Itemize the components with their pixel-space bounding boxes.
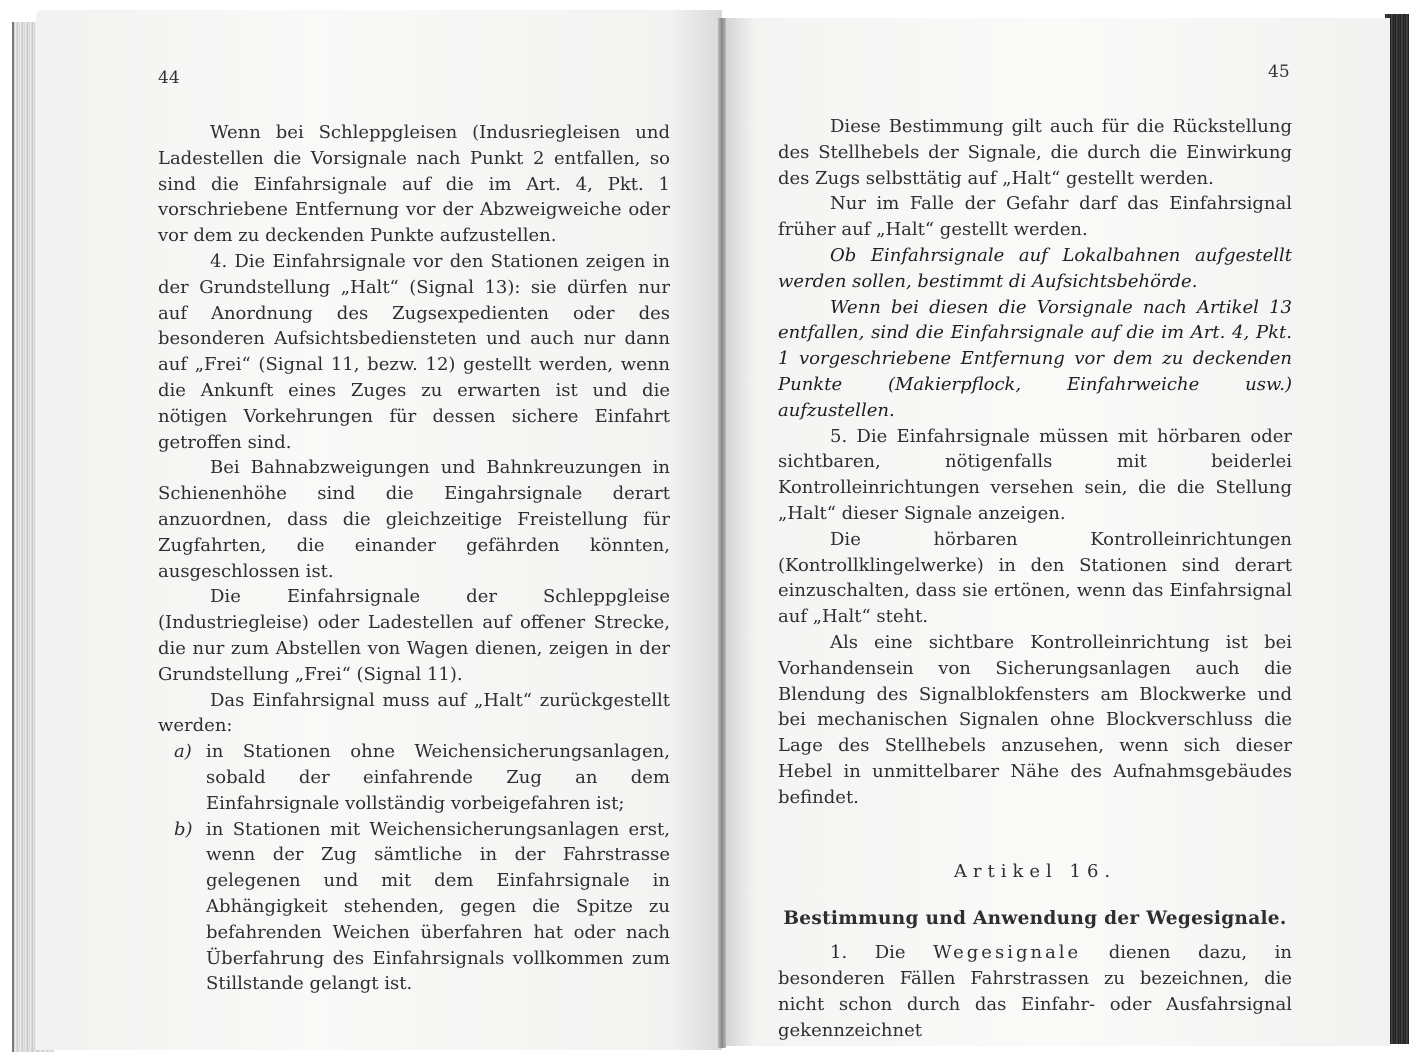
paragraph: 4. Die Einfahrsignale vor den Stationen zeigen in der Grundstellung „Halt“ (Signal 13): sie dürfen nur auf Anordnung des Zugsexpedienten oder des besonderen Aufsichtsbediensteten und auch nur dann auf „Frei“ (Signal 11, bezw. 12) gestellt werden, wenn die Ankunft eines Zuges zu erwarten ist und die nötigen Vorkehrungen für dessen sichere Einfahrt getroffen sind. xyxy=(158,250,670,453)
book-gutter xyxy=(718,18,726,1048)
paragraph: 5. Die Einfahrsignale müssen mit hörbaren oder sichtbaren, nötigenfalls mit beiderlei Kontrolleinrichtungen versehen sein, die die Stellung „Halt“ dieser Signale anzeigen. xyxy=(778,425,1292,524)
paragraph-start: 1. Die xyxy=(830,942,934,964)
left-page-number: 44 xyxy=(158,68,180,88)
list-item xyxy=(158,739,670,816)
paragraph: Diese Bestimmung gilt auch für die Rückstellung des Stellhebels der Signale, die durch die Einwirkung des Zugs selbsttätig auf „Halt“ gestellt werden. xyxy=(778,116,1292,189)
section-heading: Bestimmung und Anwendung der Wegesignale. xyxy=(783,908,1287,930)
list-item xyxy=(158,817,670,998)
list-marker: a) xyxy=(174,741,192,763)
right-page-number: 45 xyxy=(1268,62,1290,82)
paragraph: Das Einfahrsignal muss auf „Halt“ zurückgestellt werden: xyxy=(158,689,670,737)
italic-paragraph: Wenn bei diesen die Vorsignale nach Artikel 13 entfallen, sind die Einfahrsignale auf die im Art. 4, Pkt. 1 vorgeschriebene Entfernung vor dem zu deckenden Punkte (Makierpflock, Einfahrweiche usw.) aufzustellen. xyxy=(778,296,1292,421)
left-page-text xyxy=(158,120,670,997)
list-item-text: in Stationen ohne Weichensicherungsanlagen, sobald der einfahrende Zug an dem Einfahrsignale vollständig vorbeigefahren ist; xyxy=(206,741,670,814)
paragraph: Als eine sichtbare Kontrolleinrichtung ist bei Vorhandensein von Sicherungsanlagen auch die Blendung des Signalblokfensters am Blockwerke und bei mechanischen Signalen ohne Blockverschluss die Lage des Stellhebels anzusehen, wenn sich dieser Hebel in unmittelbarer Nähe des Aufnahmsgebäudes befindet. xyxy=(778,631,1292,808)
list-item-text: in Stationen mit Weichensicherungsanlagen erst, wenn der Zug sämtliche in der Fahrstrasse gelegenen und mit dem Einfahrsignale in Abhängigkeit stehenden, gegen die Spitze zu befahrenden Weichen überfahren hat oder nach Überfahrung des Einfahrsignals vollkommen zum Stillstande gelangt ist. xyxy=(206,818,670,995)
paragraph-rest: dienen dazu, in besonderen Fällen Fahrstrassen zu bezeichnen, die nicht schon durch das Einfahr- oder Ausfahrsignal gekennzeichnet xyxy=(778,942,1292,1041)
list-marker: b) xyxy=(174,818,193,840)
paragraph: Die hörbaren Kontrolleinrichtungen (Kontrollklingelwerke) in den Stationen sind derart einzuschalten, dass sie ertönen, wenn das Einfahrsignal auf „Halt“ steht. xyxy=(778,528,1292,628)
paragraph: Die Einfahrsignale der Schleppgleise (Industriegleise) oder Ladestellen auf offener Strecke, die nur zum Abstellen von Wagen dienen, zeigen in der Grundstellung „Frei“ (Signal 11). xyxy=(158,586,670,685)
italic-paragraph: Ob Einfahrsignale auf Lokalbahnen aufgestellt werden sollen, bestimmt di Aufsichtsbehörde. xyxy=(778,244,1292,292)
paragraph: Wenn bei Schleppgleisen (Indusriegleisen und Ladestellen die Vorsignale nach Punkt 2 entfallen, so sind die Einfahrsignale auf die im Art. 4, Pkt. 1 vorschriebene Entfernung vor der Abzweigweiche oder vor dem zu deckenden Punkte aufzustellen. xyxy=(158,122,670,247)
paragraph xyxy=(778,940,1292,1043)
paragraph: Bei Bahnabzweigungen und Bahnkreuzungen in Schienenhöhe sind die Eingahrsignale derart anzuordnen, dass die gleichzeitige Freistellung für Zugfahrten, die einander gefährden könnten, ausgeschlossen ist. xyxy=(158,457,670,582)
article-label: Artikel 16. xyxy=(953,860,1117,882)
right-page-text xyxy=(778,114,1292,1043)
paragraph: Nur im Falle der Gefahr darf das Einfahrsignal früher auf „Halt“ gestellt werden. xyxy=(778,193,1292,241)
spaced-term: Wegesignale xyxy=(933,942,1082,964)
